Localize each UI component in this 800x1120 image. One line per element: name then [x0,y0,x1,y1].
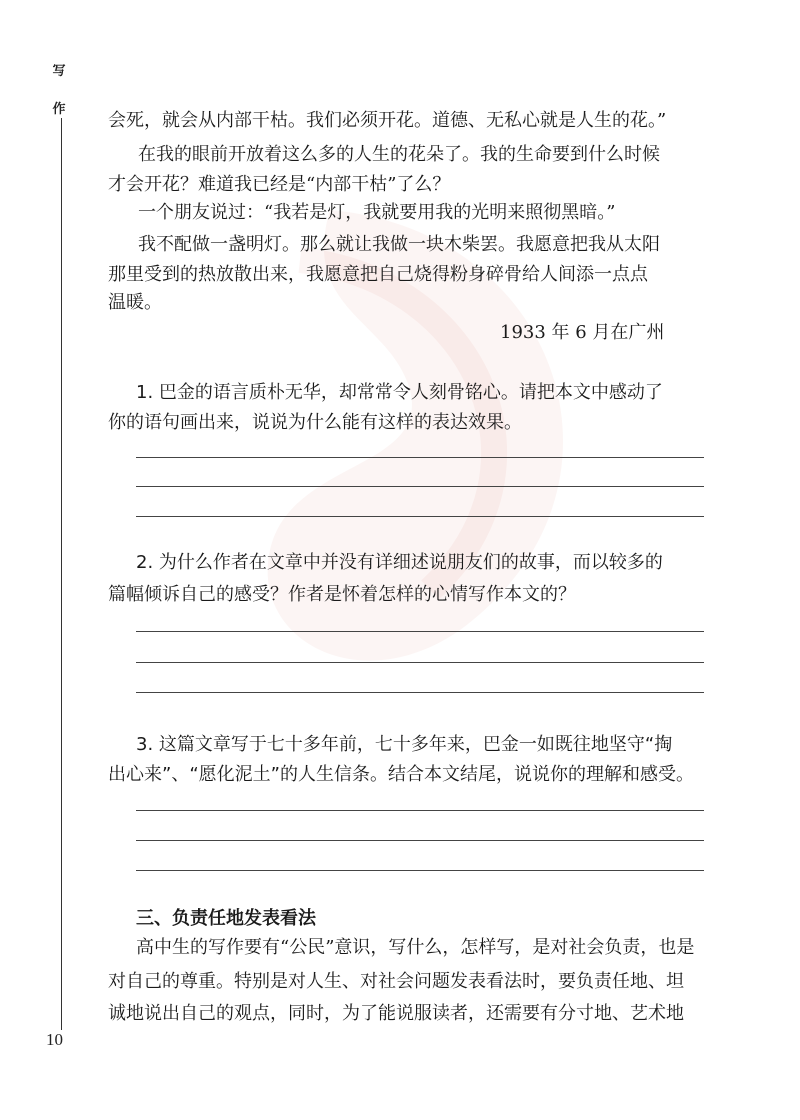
answer-line[interactable] [136,870,704,871]
answer-line[interactable] [136,810,704,811]
essay-line-7: 温暖。 [108,292,162,313]
essay-line-3: 才会开花？难道我已经是“内部干枯”了么？ [108,174,451,195]
side-label-write: 写 [52,64,66,79]
section-title: 三、负责任地发表看法 [136,908,316,929]
answer-line[interactable] [136,840,704,841]
answer-line[interactable] [136,692,704,693]
answer-line[interactable] [136,631,704,632]
question-1-line-2: 你的语句画出来，说说为什么能有这样的表达效果。 [108,412,522,433]
essay-signature: 1933 年 6 月在广州 [500,322,665,343]
section-line-2: 对自己的尊重。特别是对人生、对社会问题发表看法时，要负责任地、坦 [108,971,684,992]
answer-line[interactable] [136,457,704,458]
essay-line-5: 我不配做一盏明灯。那么就让我做一块木柴罢。我愿意把我从太阳 [138,234,660,255]
question-2-line-1: 2. 为什么作者在文章中并没有详细述说朋友们的故事，而以较多的 [136,552,663,573]
question-3-line-1: 3. 这篇文章写于七十多年前，七十多年来，巴金一如既往地坚守“掏 [136,734,673,755]
essay-line-2: 在我的眼前开放着这么多的人生的花朵了。我的生命要到什么时候 [138,144,660,165]
essay-line-1: 会死，就会从内部干枯。我们必须开花。道德、无私心就是人生的花。” [108,110,667,131]
answer-line[interactable] [136,516,704,517]
question-2-line-2: 篇幅倾诉自己的感受？作者是怀着怎样的心情写作本文的？ [108,584,576,605]
side-label-composition: 作 [52,102,66,117]
answer-line[interactable] [136,662,704,663]
question-1-line-1: 1. 巴金的语言质朴无华，却常常令人刻骨铭心。请把本文中感动了 [136,382,663,403]
essay-line-4: 一个朋友说过：“我若是灯，我就要用我的光明来照彻黑暗。” [138,202,616,223]
answer-line[interactable] [136,486,704,487]
section-line-1: 高中生的写作要有“公民”意识，写什么，怎样写，是对社会负责，也是 [136,937,695,958]
question-3-line-2: 出心来”、“愿化泥土”的人生信条。结合本文结尾，说说你的理解和感受。 [108,764,694,785]
section-line-3: 诚地说出自己的观点，同时，为了能说服读者，还需要有分寸地、艺术地 [108,1003,684,1024]
essay-line-6: 那里受到的热放散出来，我愿意把自己烧得粉身碎骨给人间添一点点 [108,264,648,285]
side-rule [61,118,62,1030]
page-number: 10 [46,1030,63,1049]
